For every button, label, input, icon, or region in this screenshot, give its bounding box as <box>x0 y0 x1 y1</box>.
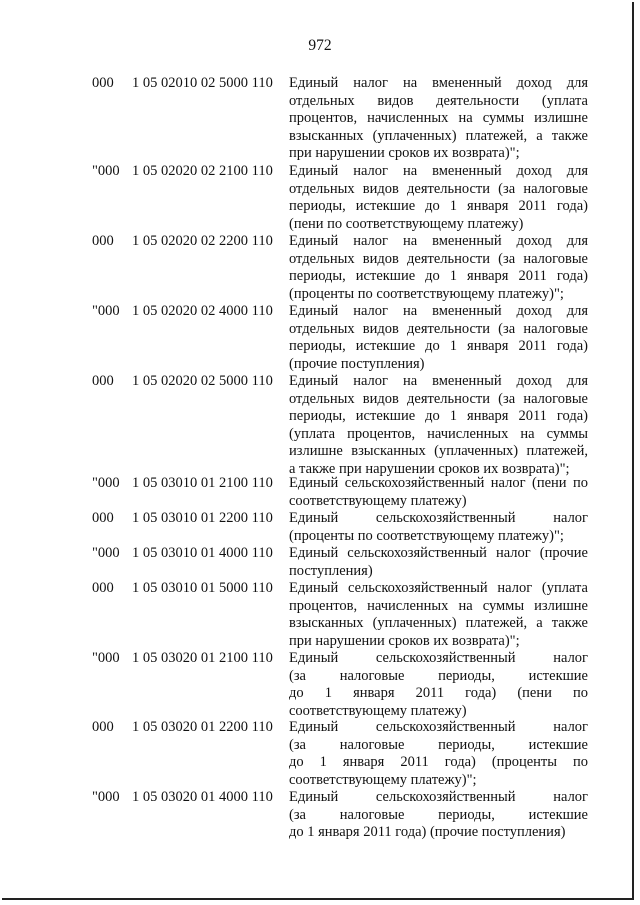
income-description <box>289 719 588 789</box>
description-line: Единый налог на вмененный доход для <box>289 163 588 179</box>
income-description <box>289 303 588 373</box>
description-line: (за налоговые периоды, истекшие <box>289 667 588 684</box>
description-line: Единый сельскохозяйственный налог <box>289 719 588 735</box>
income-description <box>289 650 588 720</box>
budget-classification-code: 1 05 03020 01 2200 110 <box>132 719 273 735</box>
budget-classification-code: 1 05 03010 01 2200 110 <box>132 510 273 526</box>
budget-classification-code: 1 05 03020 01 4000 110 <box>132 789 273 805</box>
admin-code: "000 <box>92 650 120 666</box>
description-line: (прочие поступления) <box>289 355 425 372</box>
income-description <box>289 475 588 510</box>
description-line: взысканных (уплаченных) платежей, а также <box>289 615 588 632</box>
income-description <box>289 373 588 479</box>
description-line: отдельных видов деятельности (за налоговые <box>289 250 588 267</box>
admin-code: 000 <box>92 719 114 735</box>
description-line: (пени по соответствующему платежу) <box>289 215 524 232</box>
description-line: (за налоговые периоды, истекшие <box>289 736 588 753</box>
description-line: излишне взысканных (уплаченных) платежей, <box>289 443 588 460</box>
description-line: Единый сельскохозяйственный налог <box>289 650 588 666</box>
description-line: соответствующему платежу)"; <box>289 771 477 788</box>
budget-classification-code: 1 05 02020 02 2200 110 <box>132 233 273 249</box>
income-description <box>289 163 588 233</box>
description-line: отдельных видов деятельности (за налоговые <box>289 180 588 197</box>
description-line: при нарушении сроков их возврата)"; <box>289 632 520 649</box>
description-line: соответствующему платежу) <box>289 702 467 719</box>
description-line: а также при нарушении сроков их возврата)"; <box>289 460 570 477</box>
budget-classification-code: 1 05 03010 01 5000 110 <box>132 580 273 596</box>
description-line: Единый налог на вмененный доход для <box>289 233 588 249</box>
description-line: (проценты по соответствующему платежу)"; <box>289 527 564 544</box>
description-line: соответствующему платежу) <box>289 492 467 509</box>
description-line: отдельных видов деятельности (уплата <box>289 92 588 109</box>
admin-code: "000 <box>92 163 120 179</box>
admin-code: "000 <box>92 475 120 491</box>
budget-classification-code: 1 05 02010 02 5000 110 <box>132 75 273 91</box>
income-description <box>289 233 588 303</box>
description-line: Единый сельскохозяйственный налог (прочие <box>289 545 588 561</box>
page-number: 972 <box>308 37 332 54</box>
description-line: периоды, истекшие до 1 января 2011 года) <box>289 338 588 355</box>
budget-classification-code: 1 05 02020 02 4000 110 <box>132 303 273 319</box>
description-line: периоды, истекшие до 1 января 2011 года) <box>289 408 588 425</box>
description-line: Единый сельскохозяйственный налог (уплата <box>289 580 588 596</box>
description-line: отдельных видов деятельности (за налоговые <box>289 320 588 337</box>
description-line: (за налоговые периоды, истекшие <box>289 806 588 823</box>
description-line: периоды, истекшие до 1 января 2011 года) <box>289 268 588 285</box>
description-line: (уплата процентов, начисленных на суммы <box>289 425 588 442</box>
description-line: (проценты по соответствующему платежу)"; <box>289 285 564 302</box>
income-description <box>289 580 588 650</box>
description-line: Единый налог на вмененный доход для <box>289 373 588 389</box>
description-line: процентов, начисленных на суммы излишне <box>289 110 588 127</box>
description-line: Единый сельскохозяйственный налог <box>289 789 588 805</box>
admin-code: 000 <box>92 373 114 389</box>
budget-classification-code: 1 05 02020 02 2100 110 <box>132 163 273 179</box>
description-line: при нарушении сроков их возврата)"; <box>289 145 520 162</box>
description-line: Единый сельскохозяйственный налог (пени по <box>289 475 588 491</box>
income-description <box>289 75 588 163</box>
description-line: до 1 января 2011 года) (прочие поступления) <box>289 824 566 841</box>
budget-classification-code: 1 05 02020 02 5000 110 <box>132 373 273 389</box>
income-description <box>289 545 588 580</box>
admin-code: "000 <box>92 303 120 319</box>
description-line: процентов, начисленных на суммы излишне <box>289 597 588 614</box>
income-description <box>289 510 588 545</box>
description-line: Единый сельскохозяйственный налог <box>289 510 588 526</box>
description-line: взысканных (уплаченных) платежей, а также <box>289 127 588 144</box>
description-line: Единый налог на вмененный доход для <box>289 75 588 91</box>
admin-code: "000 <box>92 789 120 805</box>
description-line: отдельных видов деятельности (за налоговые <box>289 390 588 407</box>
admin-code: 000 <box>92 75 114 91</box>
admin-code: 000 <box>92 580 114 596</box>
budget-classification-code: 1 05 03010 01 4000 110 <box>132 545 273 561</box>
description-line: поступления) <box>289 562 373 579</box>
income-description <box>289 789 588 842</box>
budget-classification-code: 1 05 03010 01 2100 110 <box>132 475 273 491</box>
admin-code: 000 <box>92 233 114 249</box>
admin-code: "000 <box>92 545 120 561</box>
description-line: Единый налог на вмененный доход для <box>289 303 588 319</box>
description-line: периоды, истекшие до 1 января 2011 года) <box>289 198 588 215</box>
description-line: до 1 января 2011 года) (проценты по <box>289 754 588 771</box>
budget-classification-code: 1 05 03020 01 2100 110 <box>132 650 273 666</box>
description-line: до 1 января 2011 года) (пени по <box>289 685 588 702</box>
admin-code: 000 <box>92 510 114 526</box>
